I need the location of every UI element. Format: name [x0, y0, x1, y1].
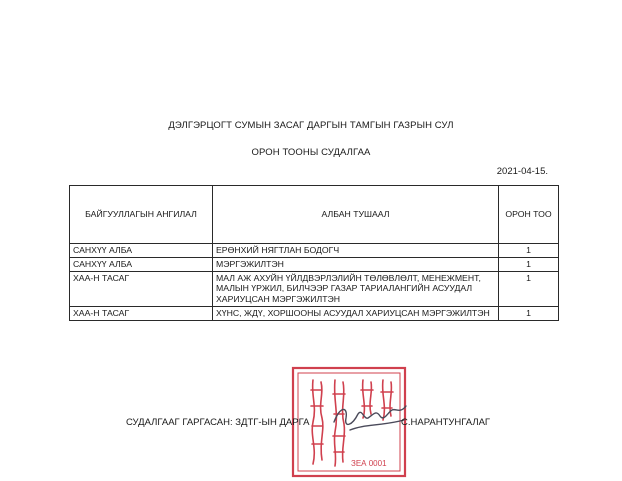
table-header-row: [70, 186, 559, 244]
cell-category: САНХҮҮ АЛБА: [70, 244, 213, 258]
cell-position: МАЛ АЖ АХУЙН ҮЙЛДВЭРЛЭЛИЙН ТӨЛӨВЛӨЛТ, МЕНЕЖМЕНТ, МАЛЫН ҮРЖИЛ, БИЛЧЭЭР ГАЗАР ТАРИАЛАНГИЙН АСУУДАЛ ХАРИУЦСАН МЭРГЭЖИЛТЭН: [213, 271, 499, 306]
header-count: ОРОН ТОО: [499, 186, 559, 244]
cell-count: 1: [499, 244, 559, 258]
table-row: [70, 306, 559, 320]
cell-category: САНХҮҮ АЛБА: [70, 257, 213, 271]
cell-count: 1: [499, 257, 559, 271]
cell-position: МЭРГЭЖИЛТЭН: [213, 257, 499, 271]
stamp-number: ЗЕА 0001: [351, 459, 387, 468]
cell-category: ХАА-Н ТАСАГ: [70, 306, 213, 320]
cell-category: ХАА-Н ТАСАГ: [70, 271, 213, 306]
signer-name: С.НАРАНТУНГАЛАГ: [401, 417, 491, 428]
document-title-line1: ДЭЛГЭРЦОГТ СУМЫН ЗАСАГ ДАРГЫН ТАМГЫН ГАЗРЫН СУЛ: [168, 120, 454, 131]
cell-count: 1: [499, 271, 559, 306]
positions-table: [69, 185, 559, 321]
table-row: [70, 271, 559, 306]
document-date: 2021-04-15.: [496, 166, 548, 177]
cell-count: 1: [499, 306, 559, 320]
document-title-line2: ОРОН ТООНЫ СУДАЛГАА: [251, 147, 371, 158]
cell-position: ХҮНС, ЖДҮ, ХОРШООНЫ АСУУДАЛ ХАРИУЦСАН МЭРГЭЖИЛТЭН: [213, 306, 499, 320]
cell-position: ЕРӨНХИЙ НЯГТЛАН БОДОГЧ: [213, 244, 499, 258]
signature-icon: [330, 400, 410, 436]
header-category: БАЙГУУЛЛАГЫН АНГИЛАЛ: [70, 186, 213, 244]
table-row: [70, 244, 559, 258]
header-position: АЛБАН ТУШААЛ: [213, 186, 499, 244]
table-row: [70, 257, 559, 271]
prepared-by-label: СУДАЛГААГ ГАРГАСАН: ЗДТГ-ЫН ДАРГА: [126, 417, 310, 428]
